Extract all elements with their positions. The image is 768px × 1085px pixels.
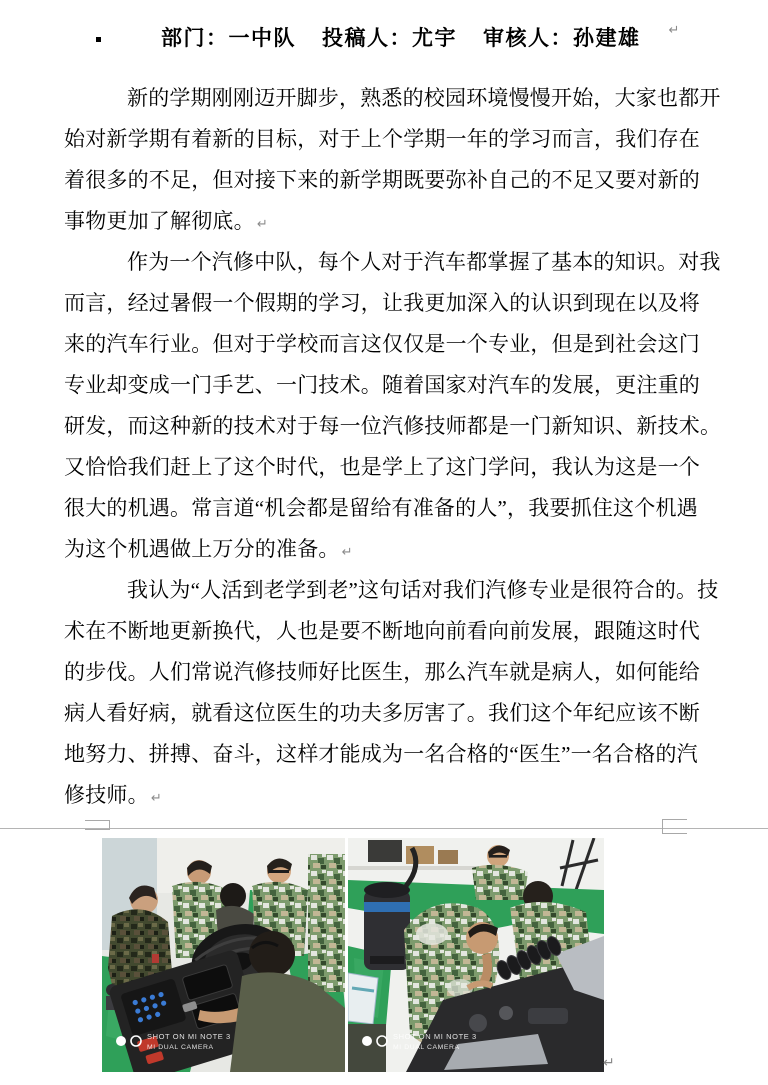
body-text-line: 新的学期刚刚迈开脚步，熟悉的校园环境慢慢开始，大家也都开 <box>127 86 721 110</box>
body-text-line: 修技师。 ↵ <box>64 783 162 807</box>
camo-figure-right-edge <box>308 854 345 992</box>
body-text-line: 而言，经过暑假一个假期的学习，让我更加深入的认识到现在以及将 <box>64 291 700 315</box>
body-text-line: 研发，而这种新的技术对于每一位汽修技师都是一门新知识、新技术。 <box>64 414 722 438</box>
paragraph-mark-icon: ↵ <box>668 22 681 37</box>
body-text-line: 的步伐。人们常说汽修技师好比医生，那么汽车就是病人，如何能给 <box>64 660 700 684</box>
header-field-department: 部门：一中队 <box>161 26 296 50</box>
body-text-line: 又恰恰我们赶上了这个时代，也是学上了这门学问，我认为这是一个 <box>64 455 700 479</box>
body-text-line: 事物更加了解彻底。 ↵ <box>64 209 268 233</box>
right-photo-engine-bay[interactable] <box>348 838 604 1072</box>
body-text-line: 很大的机遇。常言道“机会都是留给有准备的人”，我要抓住这个机遇 <box>64 496 698 520</box>
paragraph-mark-icon: ↵ <box>150 790 162 805</box>
body-text-line: 我认为“人活到老学到老”这句话对我们汽修专业是很符合的。技 <box>127 578 719 602</box>
svg-text:MI DUAL CAMERA: MI DUAL CAMERA <box>393 1044 460 1051</box>
left-photo-tire-machine[interactable] <box>102 838 345 1072</box>
body-text-line: 专业却变成一门手艺、一门技术。随着国家对汽车的发展，更注重的 <box>64 373 700 397</box>
body-text <box>64 78 722 816</box>
body-text-line: 着很多的不足，但对接下来的新学期既要弥补自己的不足又要对新的 <box>64 168 700 192</box>
body-text-line: 术在不断地更新换代，人也是要不断地向前看向前发展，跟随这时代 <box>64 619 700 643</box>
body-text-line: 地努力、拼搏、奋斗，这样才能成为一名合格的“医生”一名合格的汽 <box>64 742 698 766</box>
svg-text:MI DUAL CAMERA: MI DUAL CAMERA <box>147 1044 214 1051</box>
body-text-line: 作为一个汽修中队，每个人对于汽车都掌握了基本的知识。对我 <box>127 250 721 274</box>
paragraph-mark-icon: ↵ <box>603 1054 615 1070</box>
margin-corner-mark-left <box>85 820 110 830</box>
black-square-bullet-icon <box>96 37 101 42</box>
body-text-line: 始对新学期有着新的目标，对于上个学期一年的学习而言，我们存在 <box>64 127 700 151</box>
body-text-line: 病人看好病，就看这位医生的功夫多厉害了。我们这个年纪应该不断 <box>64 701 700 725</box>
body-text-line: 为这个机遇做上万分的准备。 ↵ <box>64 537 353 561</box>
header-field-contributor: 投稿人：尤宇 <box>322 26 457 50</box>
paragraph-mark-icon: ↵ <box>256 216 268 231</box>
svg-text:SHOT ON MI NOTE 3: SHOT ON MI NOTE 3 <box>393 1032 477 1041</box>
photo-row <box>102 838 604 1072</box>
header-field-reviewer: 审核人：孙建雄 <box>483 26 641 50</box>
margin-corner-mark-right <box>662 819 687 834</box>
header <box>161 22 681 52</box>
body-text-line: 来的汽车行业。但对于学校而言这仅仅是一个专业，但是到社会这门 <box>64 332 700 356</box>
paragraph-mark-icon: ↵ <box>341 544 353 559</box>
svg-text:SHOT ON MI NOTE 3: SHOT ON MI NOTE 3 <box>147 1032 231 1041</box>
page-boundary-line <box>0 828 768 829</box>
